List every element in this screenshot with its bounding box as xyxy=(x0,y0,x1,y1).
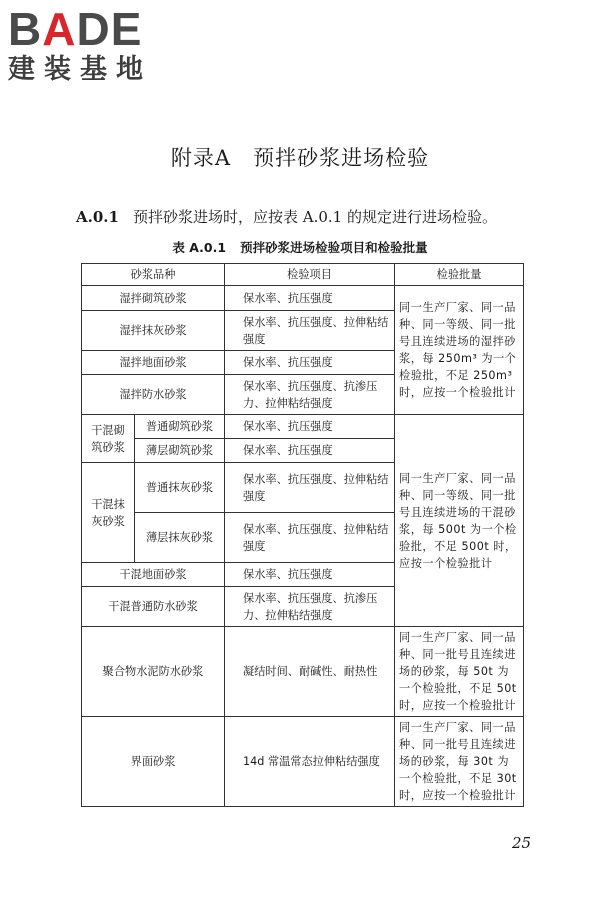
items-cell: 保水率、抗压强度 xyxy=(225,351,395,375)
variety-cell: 干混普通防水砂浆 xyxy=(82,587,225,627)
items-cell: 保水率、抗压强度、拉伸粘结强度 xyxy=(225,513,395,563)
variety-cell: 薄层砌筑砂浆 xyxy=(135,439,225,463)
batch-cell-interface: 同一生产厂家、同一品种、同一批号且连续进场的砂浆，每 30t 为一个检验批，不足 30t 时，应按一个检验批计 xyxy=(395,717,524,807)
items-cell: 保水率、抗压强度、拉伸粘结强度 xyxy=(225,463,395,513)
items-cell: 14d 常温常态拉伸粘结强度 xyxy=(225,717,395,807)
clause-text: 预拌砂浆进场时，应按表 A.0.1 的规定进行进场检验。 xyxy=(132,208,497,226)
items-cell: 保水率、抗压强度、抗渗压力、拉伸粘结强度 xyxy=(225,375,395,415)
items-cell: 凝结时间、耐碱性、耐热性 xyxy=(225,627,395,717)
group-cell-plaster: 干混抹灰砂浆 xyxy=(82,463,135,563)
variety-cell: 聚合物水泥防水砂浆 xyxy=(82,627,225,717)
variety-cell: 普通抹灰砂浆 xyxy=(135,463,225,513)
variety-cell: 干混地面砂浆 xyxy=(82,563,225,587)
variety-cell: 湿拌地面砂浆 xyxy=(82,351,225,375)
header-batch: 检验批量 xyxy=(395,264,524,286)
batch-cell-wet: 同一生产厂家、同一品种、同一等级、同一批号且连续进场的湿拌砂浆，每 250m³ 为一个检验批，不足 250m³ 时，应按一个检验批计 xyxy=(395,286,524,415)
items-cell: 保水率、抗压强度 xyxy=(225,439,395,463)
table-header-row xyxy=(82,264,524,286)
items-cell: 保水率、抗压强度 xyxy=(225,415,395,439)
table-row xyxy=(82,415,524,439)
table-title-text: 预拌砂浆进场检验项目和检验批量 xyxy=(240,240,428,255)
variety-cell: 湿拌抹灰砂浆 xyxy=(82,311,225,351)
header-items: 检验项目 xyxy=(225,264,395,286)
appendix-title: 附录A 预拌砂浆进场检验 xyxy=(170,146,430,170)
table-row xyxy=(82,717,524,807)
table-row xyxy=(82,286,524,311)
page-number: 25 xyxy=(512,834,532,852)
header-variety: 砂浆品种 xyxy=(82,264,225,286)
items-cell: 保水率、抗压强度 xyxy=(225,563,395,587)
table-caption xyxy=(0,238,600,256)
inspection-table xyxy=(81,263,524,807)
items-cell: 保水率、抗压强度、拉伸粘结强度 xyxy=(225,311,395,351)
variety-cell: 湿拌防水砂浆 xyxy=(82,375,225,415)
variety-cell: 湿拌砌筑砂浆 xyxy=(82,286,225,311)
items-cell: 保水率、抗压强度、抗渗压力、拉伸粘结强度 xyxy=(225,587,395,627)
brand-logo xyxy=(8,3,178,86)
items-cell: 保水率、抗压强度 xyxy=(225,286,395,311)
group-cell-masonry: 干混砌筑砂浆 xyxy=(82,415,135,463)
logo-wordmark: BADE xyxy=(8,3,143,55)
batch-cell-polymer: 同一生产厂家、同一品种、同一批号且连续进场的砂浆，每 50t 为一个检验批，不足 50t 时，应按一个检验批计 xyxy=(395,627,524,717)
intro-paragraph xyxy=(76,206,497,227)
variety-cell: 界面砂浆 xyxy=(82,717,225,807)
batch-cell-dry: 同一生产厂家、同一品种、同一等级、同一批号且连续进场的干混砂浆，每 500t 为一个检验批，不足 500t 时，应按一个检验批计 xyxy=(395,415,524,627)
variety-cell: 薄层抹灰砂浆 xyxy=(135,513,225,563)
table-number: 表 A.0.1 xyxy=(172,240,227,255)
variety-cell: 普通砌筑砂浆 xyxy=(135,415,225,439)
table-row xyxy=(82,627,524,717)
clause-number: A.0.1 xyxy=(76,208,119,226)
logo-subtitle: 建装基地 xyxy=(8,54,152,85)
